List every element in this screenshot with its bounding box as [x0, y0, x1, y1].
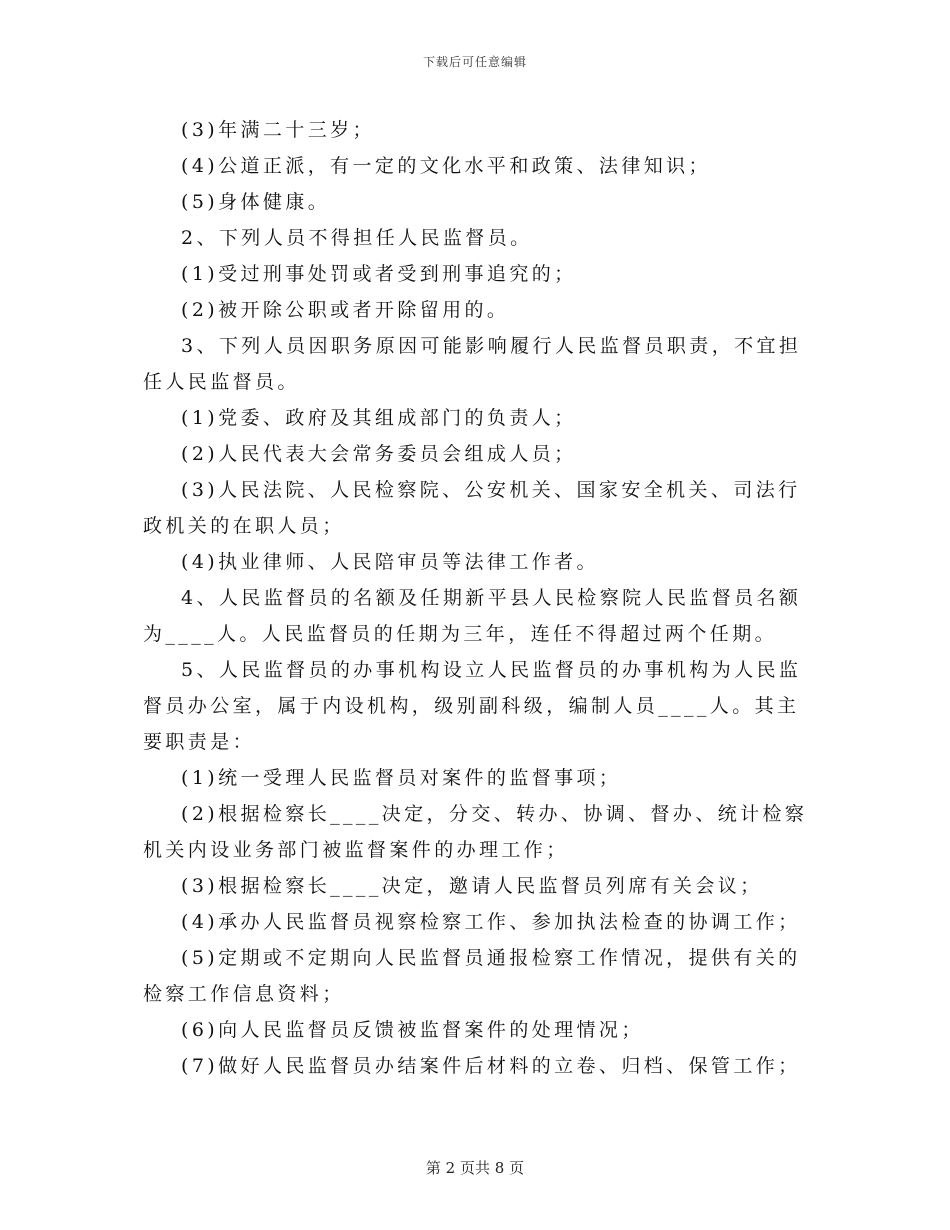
paragraph: (1)统一受理人民监督员对案件的监督事项；	[181, 767, 622, 789]
paragraph: (1)党委、政府及其组成部门的负责人；	[181, 407, 577, 429]
paragraph: 5、人民监督员的办事机构设立人民监督员的办事机构为人民监督员办公室，属于内设机构，级别副科级，编制人员____人。其主要职责是：	[143, 659, 802, 753]
paragraph: (4)执业律师、人民陪审员等法律工作者。	[181, 551, 599, 573]
paragraph: (5)定期或不定期向人民监督员通报检察工作情况，提供有关的检察工作信息资料；	[143, 947, 801, 1005]
page-header: 下载后可任意编辑	[422, 55, 527, 69]
paragraph: (6)向人民监督员反馈被监督案件的处理情况；	[181, 1019, 644, 1041]
document-body	[143, 112, 808, 1084]
paragraph: (4)承办人民监督员视察检察工作、参加执法检查的协调工作；	[181, 911, 801, 933]
paragraph: (2)被开除公职或者开除留用的。	[181, 299, 510, 321]
paragraph: (7)做好人民监督员办结案件后材料的立卷、归档、保管工作；	[181, 1055, 801, 1077]
paragraph: 4、人民监督员的名额及任期新平县人民检察院人民监督员名额为____人。人民监督员的任期为三年，连任不得超过两个任期。	[143, 587, 802, 645]
paragraph: 3、下列人员因职务原因可能影响履行人民监督员职责，不宜担任人民监督员。	[143, 335, 802, 393]
paragraph: (3)年满二十三岁；	[181, 119, 375, 141]
paragraph: 2、下列人员不得担任人民监督员。	[181, 227, 533, 249]
paragraph: (3)根据检察长____决定，邀请人民监督员列席有关会议；	[181, 875, 763, 897]
paragraph: (2)根据检察长____决定，分交、转办、协调、督办、统计检察机关内设业务部门被监督案件的办理工作；	[143, 803, 808, 861]
paragraph: (2)人民代表大会常务委员会组成人员；	[181, 443, 577, 465]
paragraph: (4)公道正派，有一定的文化水平和政策、法律知识；	[181, 155, 711, 177]
page-footer: 第 2 页共 8 页	[425, 1159, 525, 1177]
paragraph: (1)受过刑事处罚或者受到刑事追究的；	[181, 263, 577, 285]
paragraph: (3)人民法院、人民检察院、公安机关、国家安全机关、司法行政机关的在职人员；	[143, 479, 801, 537]
paragraph: (5)身体健康。	[181, 191, 331, 213]
